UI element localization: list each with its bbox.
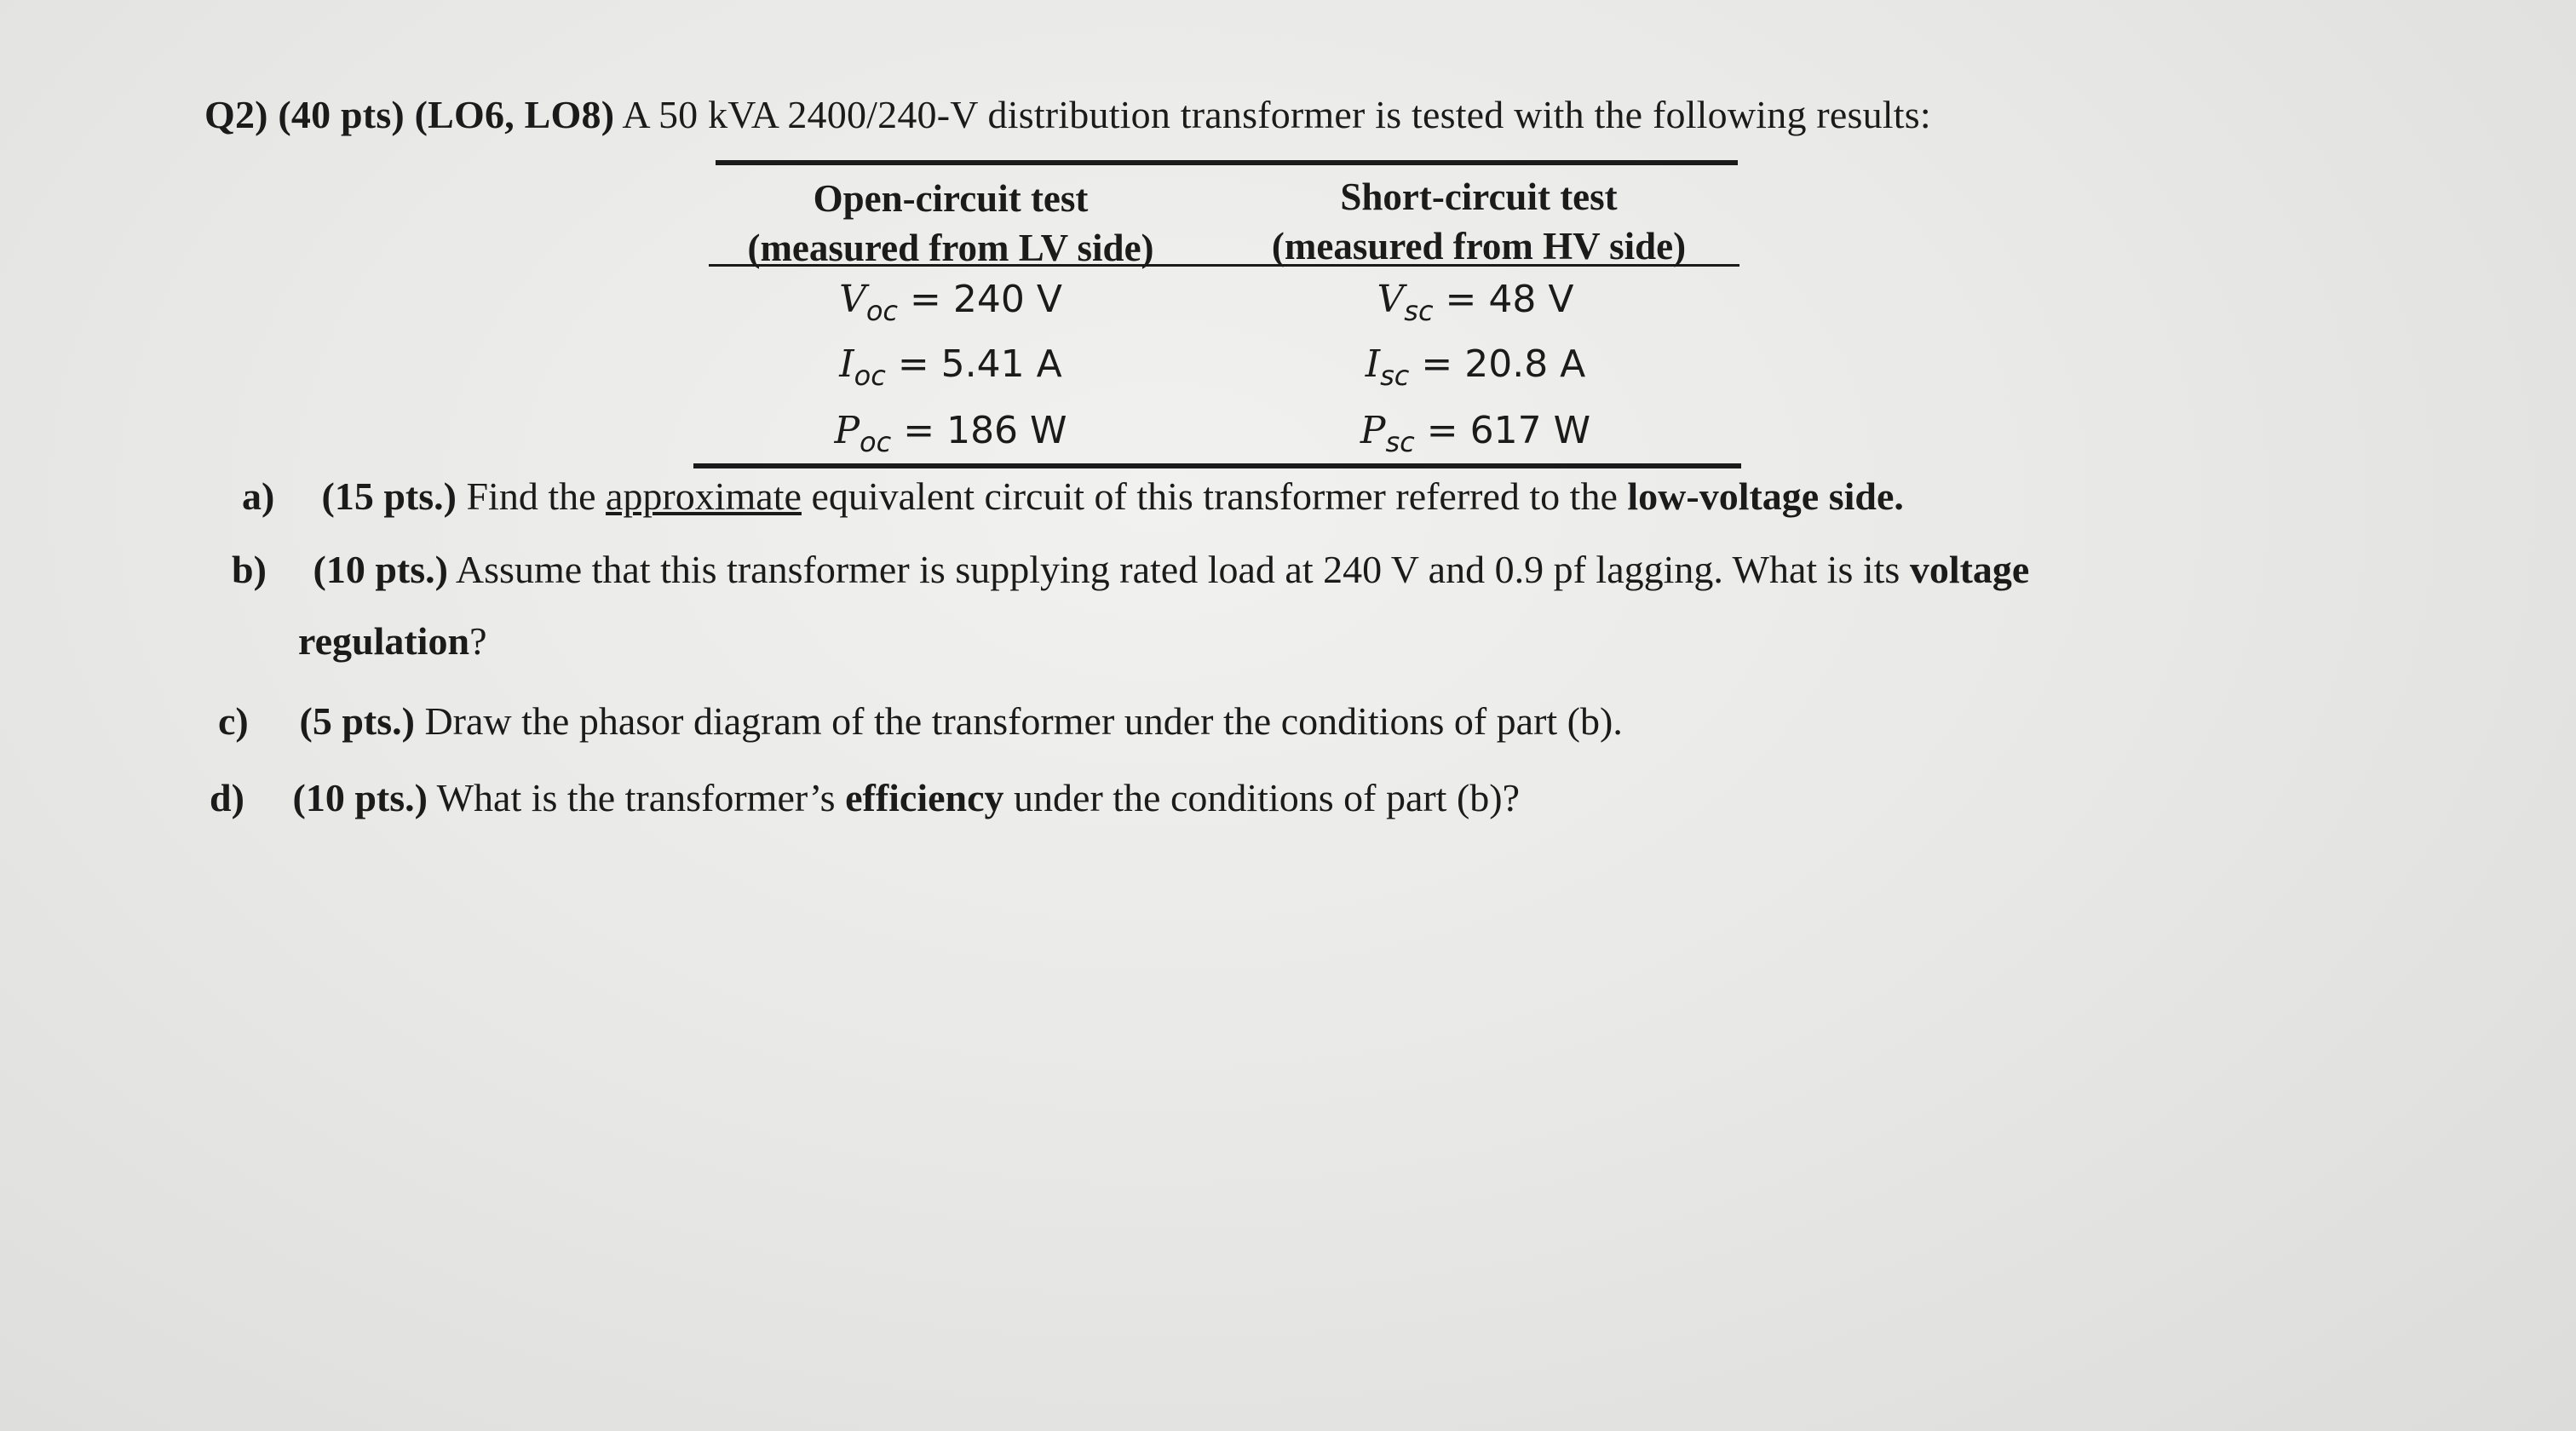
part-a: a) (15 pts.) Find the approximate equivalent circuit of this transformer referred to the low-voltage side.	[242, 474, 1904, 518]
part-c-label: c)	[218, 699, 249, 743]
poc-cell: $P_{oc} = 186$ W	[834, 409, 1067, 458]
part-b: b) (10 pts.) Assume that this transformer is supplying rated load at 240 V and 0.9 pf lagging. What is its voltage	[232, 548, 2030, 591]
part-d-label: d)	[210, 776, 244, 819]
part-d: d) (10 pts.) What is the transformer’s efficiency under the conditions of part (b)?	[210, 776, 1521, 819]
part-b-label: b)	[232, 548, 267, 591]
question-statement: A 50 kVA 2400/240-V distribution transformer is tested with the following results:	[622, 93, 1931, 136]
part-c-points: (5 pts.)	[299, 699, 415, 743]
part-d-points: (10 pts.)	[292, 776, 428, 819]
short-circuit-subtitle: (measured from HV side)	[1271, 225, 1687, 267]
part-b-points: (10 pts.)	[313, 548, 448, 591]
question-points: (40 pts)	[278, 93, 405, 136]
open-circuit-subtitle: (measured from LV side)	[747, 227, 1154, 269]
vsc-cell: $V_{sc} = 48$ V	[1377, 278, 1574, 327]
part-a-points: (15 pts.)	[321, 474, 457, 518]
short-circuit-header	[1232, 172, 1726, 271]
question-header	[204, 92, 1931, 137]
voc-cell: $V_{oc} = 240$ V	[839, 278, 1062, 327]
ioc-cell: $I_{oc} = 5.41$ A	[839, 342, 1062, 392]
part-c: c) (5 pts.) Draw the phasor diagram of the transformer under the conditions of part (b).	[218, 699, 1623, 743]
open-circuit-header	[729, 174, 1172, 273]
psc-cell: $P_{sc} = 617$ W	[1360, 409, 1591, 458]
open-circuit-title: Open-circuit test	[813, 177, 1089, 220]
isc-cell: $I_{sc} = 20.8$ A	[1365, 342, 1586, 392]
part-b-continuation: regulation?	[298, 619, 487, 663]
part-a-label: a)	[242, 474, 275, 518]
table-bottom-rule	[693, 463, 1741, 468]
underlined-approximate: approximate	[606, 474, 802, 518]
short-circuit-title: Short-circuit test	[1340, 175, 1618, 218]
question-number: Q2)	[204, 93, 268, 136]
table-top-rule	[716, 160, 1738, 165]
learning-outcomes: (LO6, LO8)	[414, 93, 615, 136]
